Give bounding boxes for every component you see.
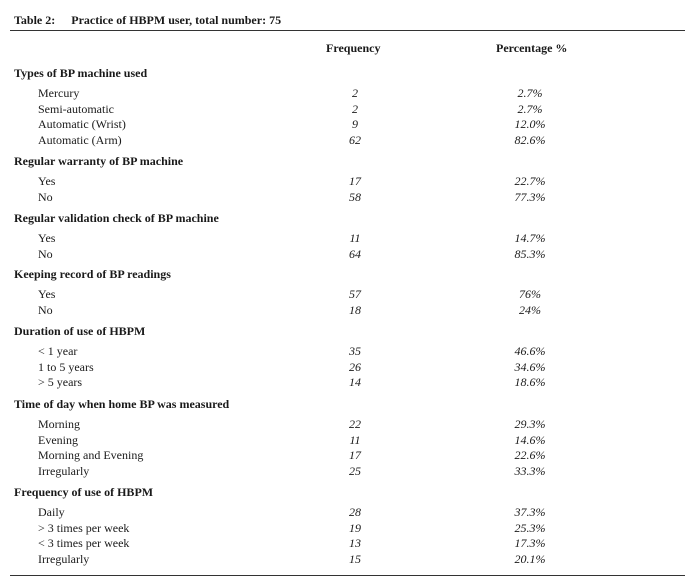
- row-label: Mercury: [38, 86, 80, 100]
- row-label: Daily: [38, 505, 65, 519]
- row-percentage: 77.3%: [514, 190, 546, 204]
- section-heading-row: [0, 154, 700, 169]
- table-row: [0, 536, 700, 551]
- row-percentage: 76%: [519, 287, 541, 301]
- row-label: No: [38, 247, 53, 261]
- row-frequency: 9: [352, 117, 358, 131]
- row-frequency: 58: [349, 190, 361, 204]
- section-heading-row: [0, 485, 700, 500]
- table-row: [0, 247, 700, 262]
- table-row: [0, 190, 700, 205]
- row-label: Yes: [38, 231, 56, 245]
- table-row: [0, 231, 700, 246]
- section-title: Duration of use of HBPM: [14, 324, 146, 338]
- row-label: < 3 times per week: [38, 536, 130, 550]
- row-label: Evening: [38, 433, 78, 447]
- row-label: Semi-automatic: [38, 102, 114, 116]
- row-percentage: 2.7%: [517, 86, 543, 100]
- column-header-frequency: Frequency: [326, 41, 381, 55]
- table-row: [0, 417, 700, 432]
- section-heading-row: [0, 324, 700, 339]
- row-percentage: 37.3%: [514, 505, 546, 519]
- table-row: [0, 433, 700, 448]
- row-frequency: 62: [349, 133, 361, 147]
- row-frequency: 14: [349, 375, 361, 389]
- row-frequency: 25: [349, 464, 361, 478]
- row-percentage: 20.1%: [514, 552, 546, 566]
- row-percentage: 14.6%: [514, 433, 546, 447]
- table-caption-label: Table 2:: [14, 13, 56, 27]
- table-row: [0, 448, 700, 463]
- row-percentage: 14.7%: [514, 231, 546, 245]
- section-title: Regular validation check of BP machine: [14, 211, 219, 225]
- row-percentage: 25.3%: [514, 521, 546, 535]
- row-frequency: 15: [349, 552, 361, 566]
- row-percentage: 46.6%: [514, 344, 546, 358]
- row-frequency: 13: [349, 536, 361, 550]
- row-label: Yes: [38, 174, 56, 188]
- row-percentage: 82.6%: [514, 133, 546, 147]
- column-header-percentage: Percentage %: [496, 41, 568, 55]
- table-row: [0, 86, 700, 101]
- row-frequency: 22: [349, 417, 361, 431]
- row-frequency: 17: [349, 448, 361, 462]
- row-frequency: 18: [349, 303, 361, 317]
- row-frequency: 19: [349, 521, 361, 535]
- table-row: [0, 102, 700, 117]
- section-title: Keeping record of BP readings: [14, 267, 171, 281]
- row-label: No: [38, 303, 53, 317]
- row-label: Automatic (Arm): [38, 133, 122, 147]
- table-row: [0, 360, 700, 375]
- row-label: Irregularly: [38, 552, 90, 566]
- row-frequency: 2: [352, 86, 358, 100]
- row-percentage: 29.3%: [514, 417, 546, 431]
- row-percentage: 34.6%: [514, 360, 546, 374]
- section-title: Time of day when home BP was measured: [14, 397, 230, 411]
- row-frequency: 17: [349, 174, 361, 188]
- row-frequency: 35: [349, 344, 361, 358]
- row-percentage: 18.6%: [514, 375, 546, 389]
- row-label: Automatic (Wrist): [38, 117, 126, 131]
- row-percentage: 22.6%: [514, 448, 546, 462]
- table-row: [0, 375, 700, 390]
- table-top-rule: [10, 30, 685, 31]
- row-label: Morning and Evening: [38, 448, 144, 462]
- row-percentage: 17.3%: [514, 536, 546, 550]
- row-frequency: 11: [349, 433, 361, 447]
- table-row: [0, 303, 700, 318]
- table-row: [0, 521, 700, 536]
- row-frequency: 26: [349, 360, 361, 374]
- table-row: [0, 133, 700, 148]
- row-label: > 3 times per week: [38, 521, 130, 535]
- row-frequency: 64: [349, 247, 361, 261]
- row-percentage: 2.7%: [517, 102, 543, 116]
- row-label: Yes: [38, 287, 56, 301]
- row-frequency: 28: [349, 505, 361, 519]
- table-caption-title: Practice of HBPM user, total number: 75: [71, 13, 282, 27]
- table-bottom-rule: [10, 575, 685, 576]
- section-title: Types of BP machine used: [14, 66, 148, 80]
- row-label: 1 to 5 years: [38, 360, 94, 374]
- row-label: Morning: [38, 417, 80, 431]
- row-frequency: 2: [352, 102, 358, 116]
- row-percentage: 12.0%: [514, 117, 546, 131]
- section-title: Frequency of use of HBPM: [14, 485, 154, 499]
- table-row: [0, 174, 700, 189]
- row-percentage: 33.3%: [514, 464, 546, 478]
- row-label: > 5 years: [38, 375, 83, 389]
- row-frequency: 57: [349, 287, 361, 301]
- table-row: [0, 464, 700, 479]
- table-row: [0, 505, 700, 520]
- table-row: [0, 117, 700, 132]
- section-title: Regular warranty of BP machine: [14, 154, 184, 168]
- row-label: Irregularly: [38, 464, 90, 478]
- section-heading-row: [0, 66, 700, 81]
- table-caption: [14, 13, 281, 28]
- table-row: [0, 344, 700, 359]
- row-percentage: 24%: [519, 303, 541, 317]
- section-heading-row: [0, 211, 700, 226]
- section-heading-row: [0, 397, 700, 412]
- section-heading-row: [0, 267, 700, 282]
- row-frequency: 11: [349, 231, 361, 245]
- table-row: [0, 552, 700, 567]
- row-percentage: 22.7%: [514, 174, 546, 188]
- row-label: < 1 year: [38, 344, 78, 358]
- row-percentage: 85.3%: [514, 247, 546, 261]
- table-row: [0, 287, 700, 302]
- row-label: No: [38, 190, 53, 204]
